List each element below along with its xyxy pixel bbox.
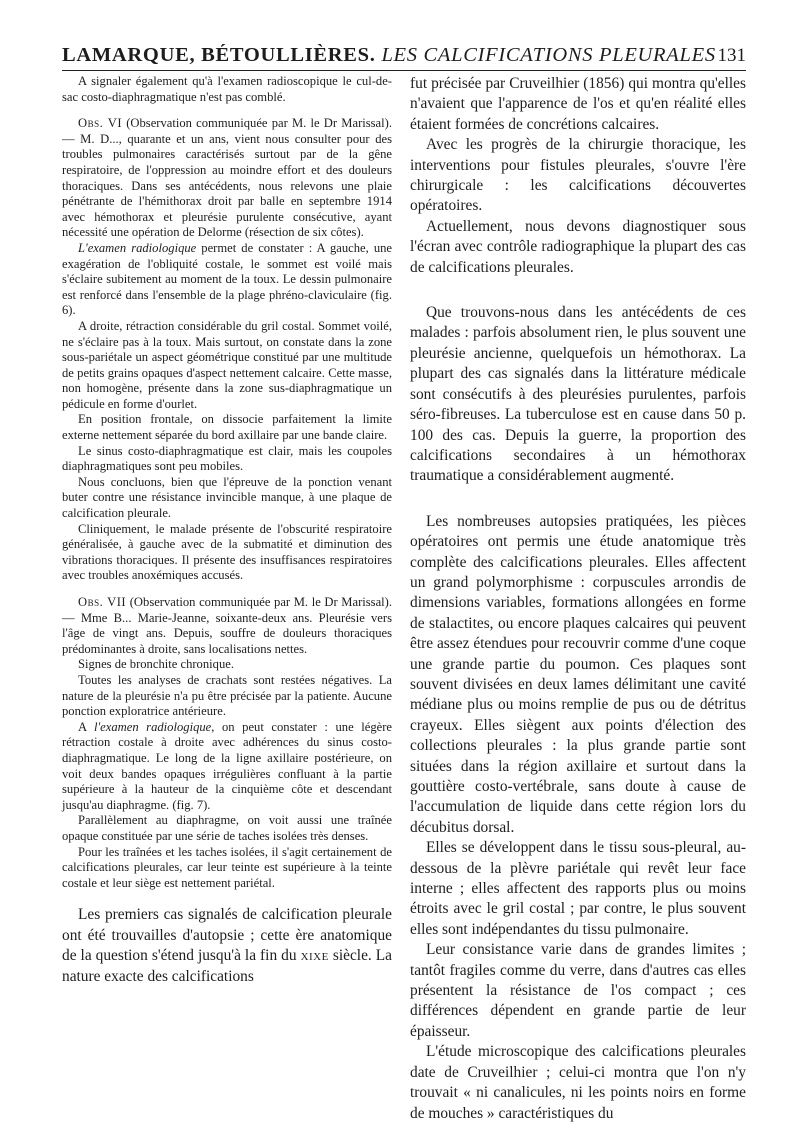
paragraph-text: permet de constater : A gauche, une exagération de l'obliquité costale, le sommet est voilé mais s'éclaire subitement au moment de la toux. Le dessin pulmonaire est renforcé dans l'ensemble de la plage phréno-claviculaire (fig. 6). xyxy=(62,240,393,318)
observation-vi xyxy=(62,116,392,241)
italic-term: l'examen radiologique xyxy=(93,719,212,734)
paragraph: fut précisée par Cruveilhier (1856) qui montra qu'elles n'avaient que l'apparence de l'os et qu'en réalité elles étaient formées de concrétions calcaires. xyxy=(410,75,746,133)
paragraph: A droite, rétraction considérable du gril costal. Sommet voilé, ne s'éclaire pas à la toux. Mais surtout, on constate dans la zone sous-pariétale un aspect géométrique constitué par une multitude de petits grains opaques d'aspect nettement calcaire. Cette masse, non homogène, présente dans la zone sus-diaphragmatique un pédicule en forme d'ourlet. xyxy=(62,318,392,411)
paragraph: Pour les traînées et les taches isolées, il s'agit certainement de calcifications pleurales, car leur teinte est supérieure à la teinte costale et leur siège est nettement pariétal. xyxy=(62,844,392,890)
paragraph: Parallèlement au diaphragme, on voit aussi une traînée opaque constituée par une série de taches isolées très denses. xyxy=(62,813,392,843)
paragraph: Elles se développent dans le tissu sous-pleural, au-dessous de la plèvre pariétale qui revêt leur face interne ; elles affectent des rapports plus ou moins étroits avec le gril costal ; par contre, le plus souvent elles sont indépendantes du tissu pulmonaire. xyxy=(410,839,746,938)
italic-term: L'examen radiologique xyxy=(78,240,197,255)
observation-text: (Observation communiquée par M. le Dr Marissal). — Mme B... Marie-Jeanne, soixante-deux ans. Pleurésie vers l'âge de vingt ans. Depuis, souffre de douleurs thoraciques prédominantes à droite, sans localisations nettes. xyxy=(62,595,393,656)
paragraph: Que trouvons-nous dans les antécédents de ces malades : parfois absolument rien, le plus souvent une pleurésie ancienne, quelquefois un hémothorax. La plupart des cas signalés dans la littérature médicale sont consécutifs à des pleurésies purulentes, parfois séro-fibreuses. La tuberculose est en cause dans 50 p. 100 des cas. Depuis la guerre, la proportion des calcifications secondaires à un hémothorax traumatique a considérablement augmenté. xyxy=(410,304,746,485)
paragraph: Cliniquement, le malade présente de l'obscurité respiratoire généralisée, à gauche avec de la submatité et diminution des vibrations thoraciques. Il présente des insuffisances respiratoires avec troubles anoxémiques accusés. xyxy=(62,521,392,583)
header-authors: LAMARQUE, BÉTOULLIÈRES. xyxy=(62,44,376,66)
running-header xyxy=(62,44,746,71)
paragraph xyxy=(62,905,392,987)
paragraph: Les nombreuses autopsies pratiquées, les pièces opératoires ont permis une étude anatomique très complète des calcifications pleurales. Elles affectent un grand polymorphisme : corpuscules arrondis de dimensions variables, formations allongées en forme de stalactites, ou encore plaques calcaires qui peuvent être assez étendues pour recouvrir comme d'une coque une grande partie du poumon. Ces plaques sont souvent divisées en deux lames délimitant une cavité médiane plus ou moins remplie de pus ou de détritus crayeux. Elles siègent aux points d'élection des collections pleurales : la plus grande partie sont situées dans la région axillaire et surtout dans la gouttière costo-vertébrale, sans doute à cause de l'accumulation de liquide dans cette région lors du décubitus dorsal. xyxy=(410,512,746,836)
page xyxy=(62,44,746,1134)
page-number: 131 xyxy=(717,45,746,66)
paragraph-text: A xyxy=(78,719,94,734)
header-title xyxy=(62,44,716,67)
right-column xyxy=(410,74,746,1124)
paragraph: A signaler également qu'à l'examen radioscopique le cul-de-sac costo-diaphragmatique n'est pas comblé. xyxy=(62,74,392,104)
observation-label: Obs. VII xyxy=(78,595,127,609)
paragraph xyxy=(62,720,392,814)
left-column xyxy=(62,74,392,987)
observation-label: Obs. VI xyxy=(78,116,123,131)
body-columns xyxy=(62,74,746,1124)
observation-vii xyxy=(62,595,392,657)
header-article-title: LES CALCIFICATIONS PLEURALES xyxy=(381,44,716,66)
paragraph: Actuellement, nous devons diagnostiquer sous l'écran avec contrôle radiographique la plupart des cas de calcifications pleurales. xyxy=(410,217,746,276)
paragraph: Le sinus costo-diaphragmatique est clair, mais les coupoles diaphragmatiques sont peu mobiles. xyxy=(62,443,392,474)
paragraph: Nous concluons, bien que l'épreuve de la ponction venant buter contre une résistance invincible manque, à une plaque de calcification pleurale. xyxy=(62,474,392,521)
paragraph-text: siècle. La nature exacte des calcifications xyxy=(62,947,392,985)
paragraph xyxy=(62,241,392,319)
paragraph: Avec les progrès de la chirurgie thoracique, les interventions pour fistules pleurales, s'ouvre l'ère chirurgicale : les calcifications découvertes opératoires. xyxy=(410,136,746,215)
paragraph: Leur consistance varie dans de grandes limites ; tantôt fragiles comme du verre, dans d'autres cas elles présentent la résistance de l'os compact ; ces différences dépendent en grande partie de leur épaisseur. xyxy=(410,941,746,1040)
paragraph-text: Les premiers cas signalés de calcification pleurale ont été trouvailles d'autopsie ; cette ère anatomique de la question s'étend jusqu'à la fin du xyxy=(62,906,392,965)
paragraph: Signes de bronchite chronique. xyxy=(78,657,234,672)
paragraph: Toutes les analyses de crachats sont restées négatives. La nature de la pleurésie n'a pu être précisée par la patiente. Aucune ponction exploratrice antérieure. xyxy=(62,672,392,719)
paragraph: L'étude microscopique des calcifications pleurales date de Cruveilhier ; celui-ci montra que l'on n'y trouvait « ni canalicules, ni les points noirs en forme de mouches » caractéristiques du xyxy=(410,1043,746,1122)
paragraph-text: , on peut constater : une légère rétraction costale à droite avec adhérences du sinus costo-diaphragmatique. Le long de la ligne axillaire postérieure, on voit deux bandes opaques irrégulières confluant à la partie supérieure à la hauteur de la cinquième côte et descendant jusqu'au diaphragme. (fig. 7). xyxy=(62,719,392,812)
observation-text: (Observation communiquée par M. le Dr Marissal). — M. D..., quarante et un ans, vient nous consulter pour des troubles pulmonaires caractérisés surtout par de la gêne respiratoire, de l'oppression au moindre effort et des douleurs thoraciques. Dans ses antécédents, nous relevons une plaie pénétrante de l'hémithorax droit par balle en septembre 1914 avec hémothorax et pleurésie purulente consécutive, ayant nécessité une opération de Delorme (résection de six côtes). xyxy=(62,116,392,240)
century-numeral: xixe xyxy=(300,947,329,965)
paragraph: En position frontale, on dissocie parfaitement la limite externe nettement séparée du bord axillaire par une bande claire. xyxy=(62,412,392,443)
